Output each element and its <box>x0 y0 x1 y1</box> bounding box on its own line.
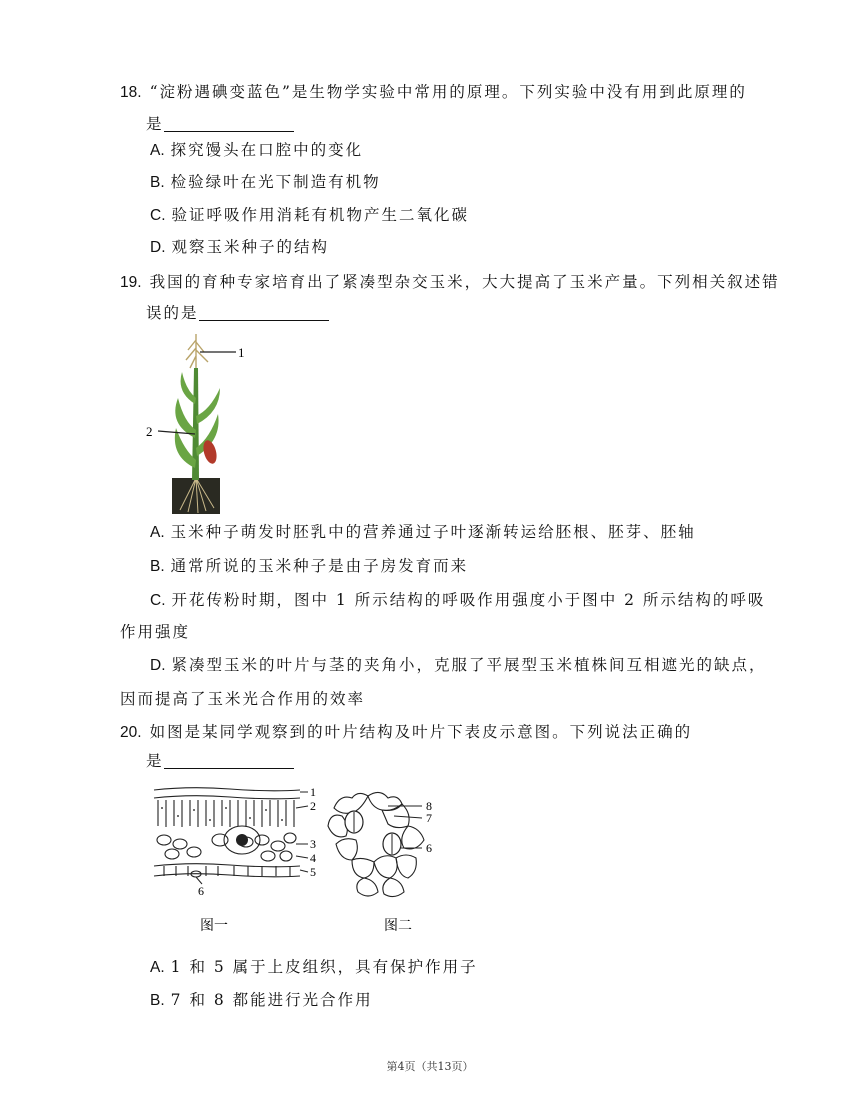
palisade-cells <box>158 800 294 827</box>
q19-number: 19. <box>120 274 142 291</box>
option-letter: A. <box>150 959 165 976</box>
answer-blank <box>164 115 294 132</box>
fig1-label-3: 3 <box>310 837 316 851</box>
q20-stem-text-2: 是 <box>146 752 164 770</box>
option-letter: C. <box>150 207 166 224</box>
option-text: 观察玉米种子的结构 <box>171 238 330 256</box>
guard-cells <box>345 811 401 855</box>
fig1-caption: 图一 <box>200 919 228 934</box>
page-footer: 第4页（共13页） <box>386 1060 474 1073</box>
q19-option-a <box>150 520 696 542</box>
q19-option-b <box>150 554 468 576</box>
option-text: 玉米种子萌发时胚乳中的营养通过子叶逐渐转运给胚根、胚芽、胚轴 <box>170 523 696 541</box>
fig1-label-2: 2 <box>310 799 316 813</box>
q19-stem-cont <box>146 301 329 323</box>
q19-stem-text: 我国的育种专家培育出了紧凑型杂交玉米，大大提高了玉米产量。下列相关叙述错 <box>149 273 780 291</box>
fig2-label-8: 8 <box>426 799 432 813</box>
option-text: 检验绿叶在光下制造有机物 <box>170 173 381 191</box>
option-text: 开花传粉时期，图中 1 所示结构的呼吸作用强度小于图中 2 所示结构的呼吸 <box>171 591 766 609</box>
q18-option-d <box>150 235 329 257</box>
option-text: 通常所说的玉米种子是由子房发育而来 <box>170 557 469 575</box>
q18-option-a <box>150 138 363 160</box>
answer-blank <box>199 304 329 321</box>
fig2-label-7: 7 <box>426 811 432 825</box>
q20-stem-cont <box>146 749 294 771</box>
lower-epidermis-figure <box>322 782 452 937</box>
option-letter: D. <box>150 657 166 674</box>
q18-option-c <box>150 203 469 225</box>
leaf-cross-section-figure <box>150 782 330 937</box>
option-text: 7 和 8 都能进行光合作用 <box>170 991 373 1009</box>
tassel <box>186 334 208 368</box>
fig1-label-4: 4 <box>310 851 316 865</box>
upper-epidermis-bottom <box>154 796 300 799</box>
option-letter: B. <box>150 174 165 191</box>
option-text: 紧凑型玉米的叶片与茎的夹角小，克服了平展型玉米植株间互相遮光的缺点， <box>171 656 767 674</box>
fig1-label-5: 5 <box>310 865 316 879</box>
q18-option-b <box>150 170 381 192</box>
epidermal-cells <box>328 792 424 896</box>
option-letter: A. <box>150 142 165 159</box>
q20-option-a <box>150 955 478 977</box>
q19-option-c <box>150 588 765 610</box>
fig1-label-1: 1 <box>310 785 316 799</box>
q18-stem-text-2: 是 <box>146 115 164 133</box>
option-letter: B. <box>150 992 165 1009</box>
q20-stem <box>120 720 692 742</box>
answer-blank <box>164 752 294 769</box>
q18-stem-cont <box>146 112 294 134</box>
option-letter: A. <box>150 524 165 541</box>
q18-number: 18. <box>120 84 142 101</box>
q20-option-b <box>150 988 373 1010</box>
fig2-caption: 图二 <box>384 919 412 934</box>
option-letter: D. <box>150 239 166 256</box>
q19-option-d-cont <box>120 687 365 709</box>
label-1: 1 <box>238 345 245 360</box>
fig2-label-6: 6 <box>426 841 432 855</box>
option-text-cont: 作用强度 <box>120 623 191 641</box>
option-text-cont: 因而提高了玉米光合作用的效率 <box>120 690 366 708</box>
upper-epidermis-top <box>154 788 300 791</box>
q18-stem-text: “淀粉遇碘变蓝色”是生物学实验中常用的原理。下列实验中没有用到此原理的 <box>149 83 747 101</box>
option-text: 验证呼吸作用消耗有机物产生二氧化碳 <box>171 206 470 224</box>
label-2: 2 <box>146 424 153 439</box>
q19-option-c-cont <box>120 620 190 642</box>
option-text: 1 和 5 属于上皮组织，具有保护作用子 <box>170 958 478 976</box>
fig1-label-6: 6 <box>198 884 204 898</box>
option-text: 探究馒头在口腔中的变化 <box>170 141 364 159</box>
q19-stem-text-2: 误的是 <box>146 304 199 322</box>
corn-plant-figure <box>140 328 270 518</box>
option-letter: C. <box>150 592 166 609</box>
vein-core <box>236 834 248 846</box>
q18-stem <box>120 80 747 102</box>
q20-stem-text: 如图是某同学观察到的叶片结构及叶片下表皮示意图。下列说法正确的 <box>149 723 693 741</box>
q19-option-d <box>150 653 767 675</box>
q19-stem <box>120 270 780 292</box>
option-letter: B. <box>150 558 165 575</box>
q20-number: 20. <box>120 724 142 741</box>
